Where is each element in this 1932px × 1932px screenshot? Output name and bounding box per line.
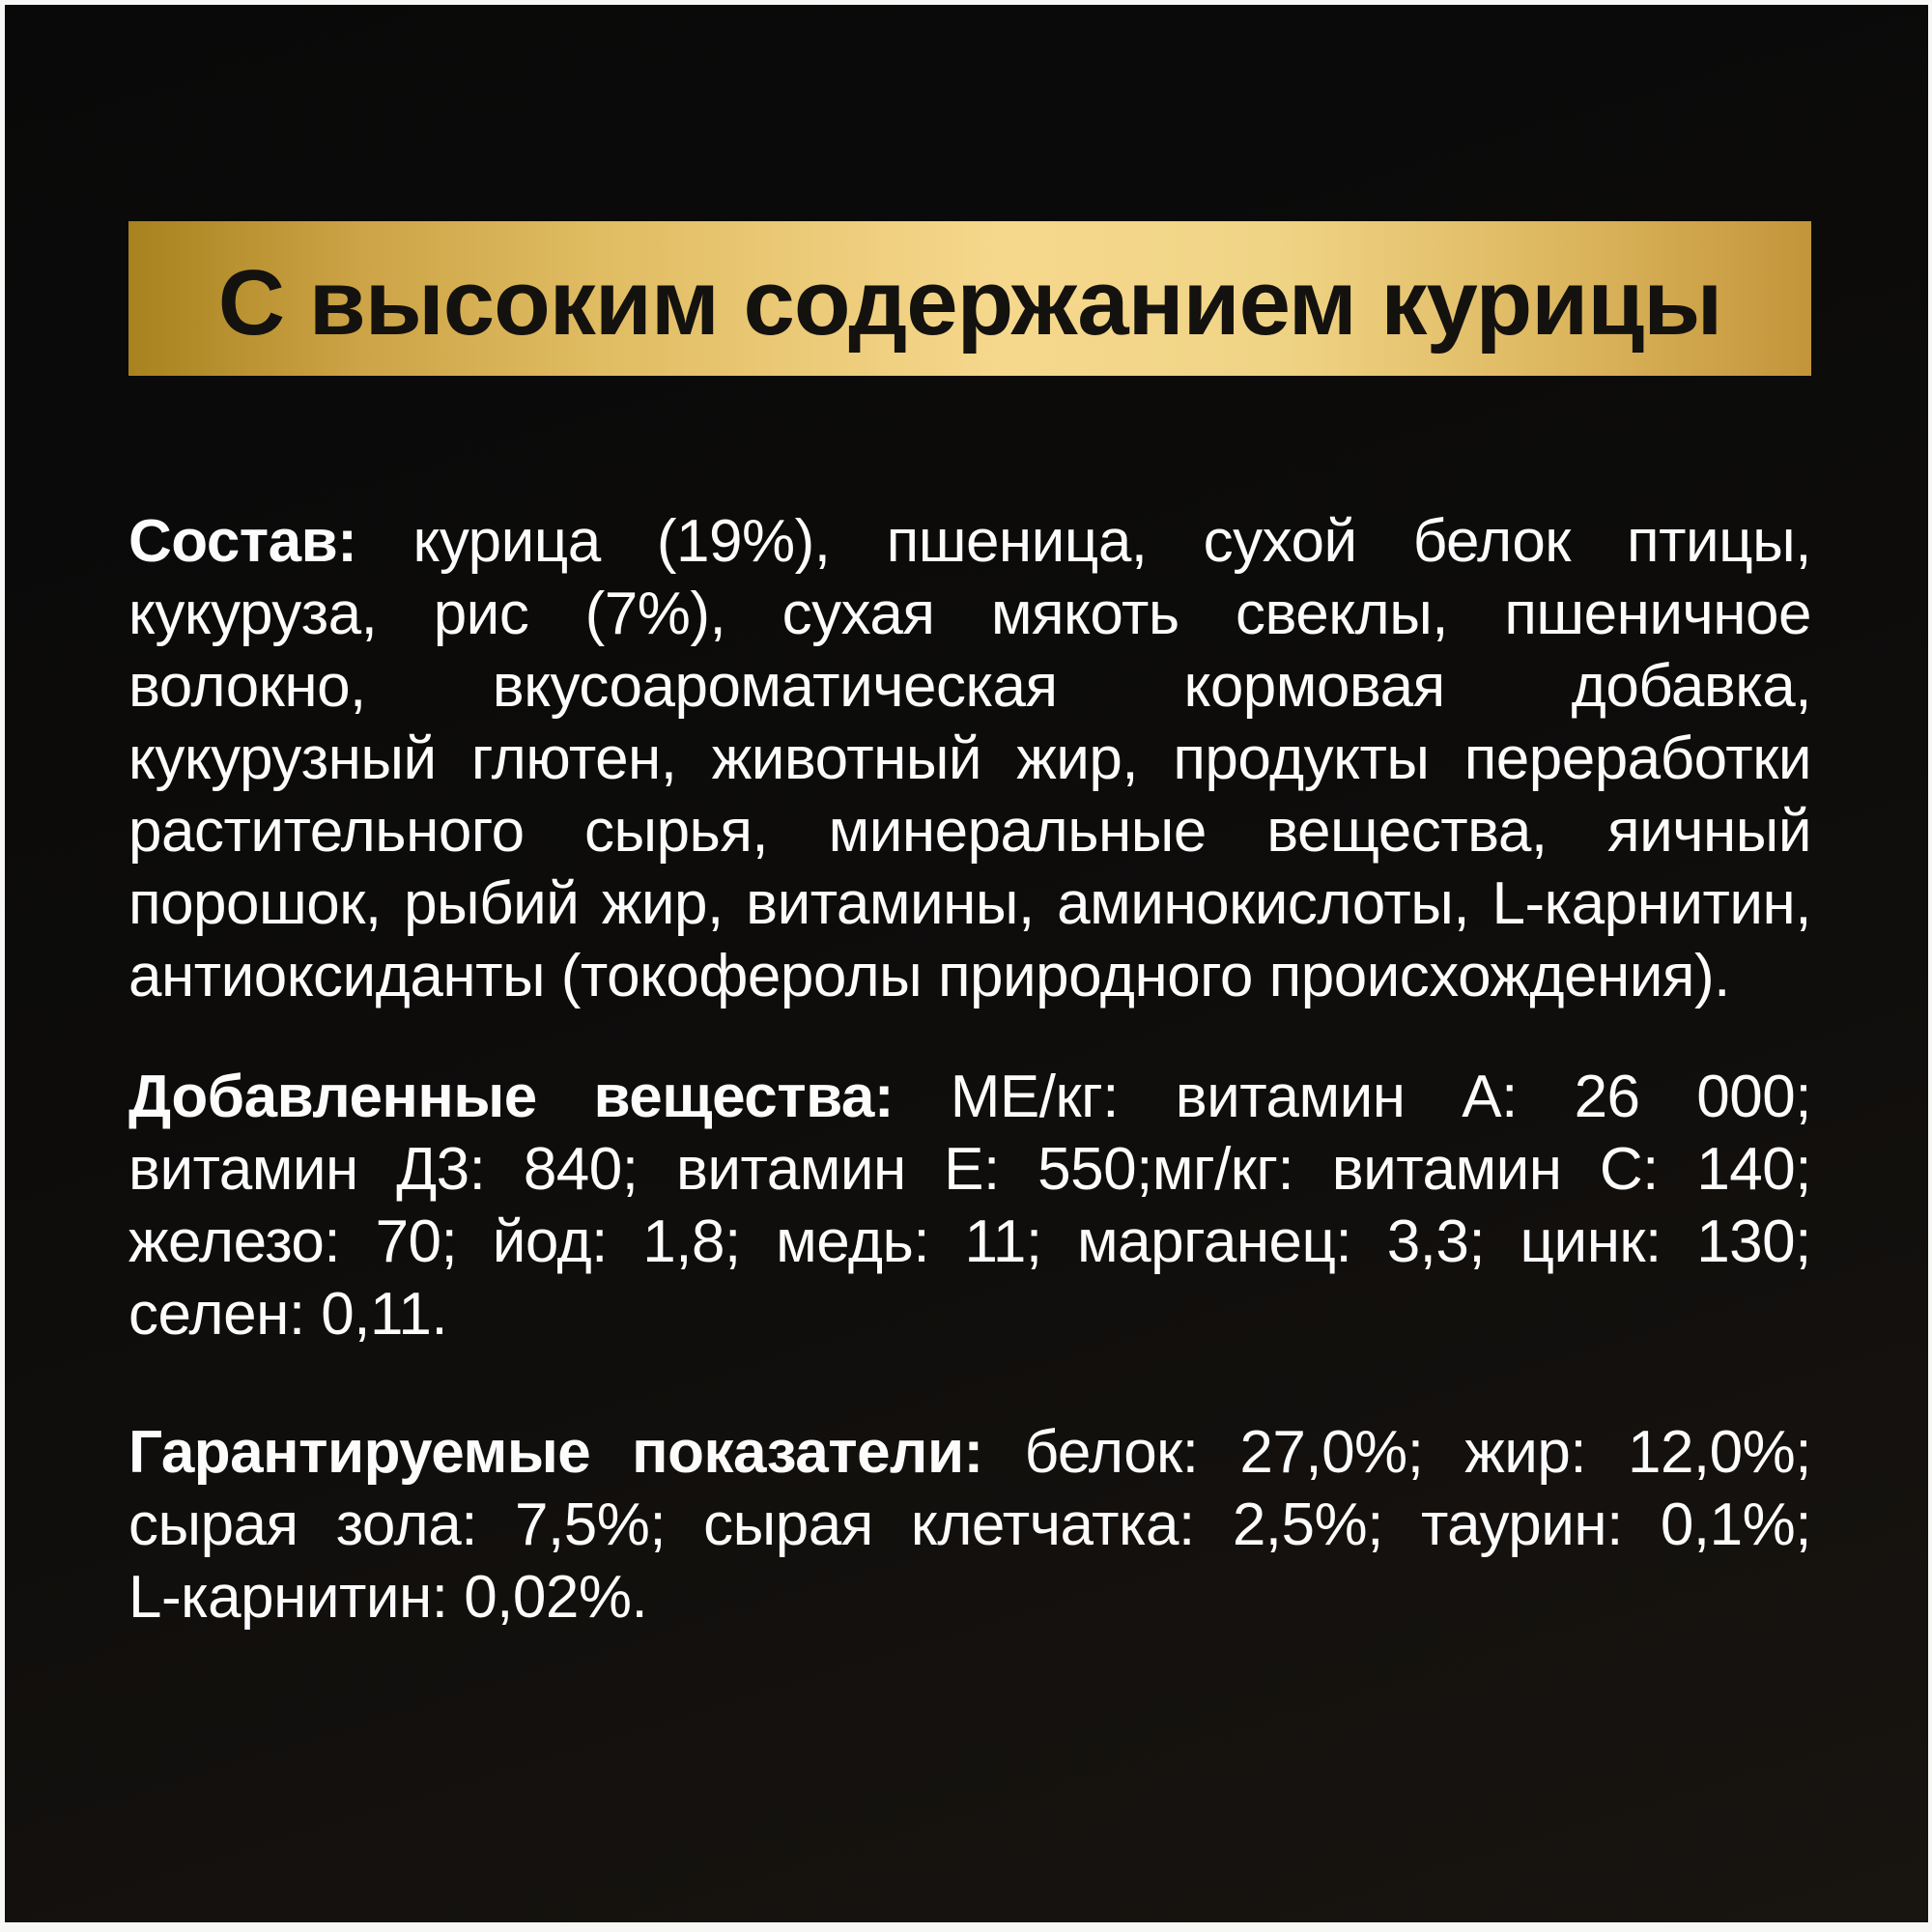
text-line: [128, 1416, 1811, 1489]
word: курица: [412, 508, 601, 575]
word: 12,0%;: [1627, 1419, 1811, 1486]
word: МЕ/кг:: [950, 1064, 1119, 1130]
word: витамин: [1175, 1064, 1406, 1130]
paragraph-lead: показатели:: [632, 1419, 983, 1486]
text-line: [128, 795, 1811, 867]
word: свеклы,: [1235, 581, 1448, 647]
paragraph-additives: [128, 1061, 1811, 1350]
word: 0,11.: [321, 1281, 448, 1348]
word: белок: [1412, 508, 1571, 575]
word: яичный: [1607, 798, 1811, 865]
word: 140;: [1696, 1136, 1811, 1203]
word: витамин: [1331, 1136, 1562, 1203]
word: сырья,: [584, 798, 769, 865]
word: порошок,: [128, 870, 382, 937]
word: растительного: [128, 798, 525, 865]
word: антиоксиданты: [128, 943, 546, 1009]
label-text-content: [128, 505, 1811, 1634]
word: сырая: [703, 1492, 873, 1558]
word: клетчатка:: [910, 1492, 1195, 1558]
word: 0,1%;: [1660, 1492, 1811, 1558]
word: аминокислоты,: [1057, 870, 1470, 937]
word: L-карнитин,: [1492, 870, 1811, 937]
word: продукты: [1173, 725, 1430, 792]
word: вкусоароматическая: [492, 653, 1058, 720]
word: сырая: [128, 1492, 298, 1558]
word: мякоть: [990, 581, 1179, 647]
text-line: [128, 940, 1811, 1012]
word: 840;: [523, 1136, 639, 1203]
word: природного: [937, 943, 1253, 1009]
word: цинк:: [1520, 1208, 1662, 1275]
word: 130;: [1696, 1208, 1811, 1275]
word: 0,02%.: [464, 1564, 648, 1631]
word: (19%),: [656, 508, 831, 575]
word: 3,3;: [1386, 1208, 1486, 1275]
text-line: [128, 1489, 1811, 1561]
text-line: [128, 650, 1811, 723]
word: сухой: [1203, 508, 1357, 575]
word: пшеничное: [1504, 581, 1811, 647]
word: волокно,: [128, 653, 366, 720]
word: марганец:: [1077, 1208, 1352, 1275]
word: L-карнитин:: [128, 1564, 448, 1631]
word: кукуруза,: [128, 581, 378, 647]
text-line: [128, 867, 1811, 940]
word: вещества,: [1266, 798, 1548, 865]
word: пшеница,: [886, 508, 1148, 575]
text-line: [128, 505, 1811, 578]
word: сухая: [781, 581, 935, 647]
word: 7,5%;: [515, 1492, 667, 1558]
word: 26: [1574, 1064, 1640, 1130]
word: глютен,: [470, 725, 677, 792]
text-line: [128, 1278, 1811, 1350]
word: переработки: [1463, 725, 1811, 792]
word: зола:: [335, 1492, 477, 1558]
word: 550;мг/кг:: [1037, 1136, 1294, 1203]
text-line: [128, 578, 1811, 650]
word: белок:: [1024, 1419, 1199, 1486]
word: 1,8;: [642, 1208, 741, 1275]
text-line: [128, 1133, 1811, 1206]
word: жир:: [1464, 1419, 1587, 1486]
word: жир,: [1016, 725, 1139, 792]
word: минеральные: [828, 798, 1207, 865]
paragraph-guaranteed: [128, 1416, 1811, 1634]
word: рис: [433, 581, 529, 647]
word: (токоферолы: [560, 943, 923, 1009]
word: витамин: [128, 1136, 358, 1203]
word: 11;: [964, 1208, 1042, 1275]
word: таурин:: [1420, 1492, 1623, 1558]
word: железо:: [128, 1208, 341, 1275]
word: витамины,: [746, 870, 1035, 937]
text-line: [128, 723, 1811, 795]
word: 70;: [375, 1208, 458, 1275]
word: 2,5%;: [1232, 1492, 1383, 1558]
gold-banner: [128, 221, 1811, 376]
banner-title: С высоким содержанием курицы: [217, 251, 1722, 355]
label-background: [5, 5, 1928, 1922]
word: кормовая: [1183, 653, 1445, 720]
word: витамин: [675, 1136, 906, 1203]
word: селен:: [128, 1281, 305, 1348]
word: Д3:: [396, 1136, 486, 1203]
word: кукурузный: [128, 725, 437, 792]
paragraph-composition: [128, 505, 1811, 1012]
text-line: [128, 1206, 1811, 1278]
word: жир,: [601, 870, 724, 937]
word: 000;: [1696, 1064, 1811, 1130]
word: рыбий: [404, 870, 580, 937]
word: 27,0%;: [1239, 1419, 1424, 1486]
word: Е:: [944, 1136, 1000, 1203]
word: (7%),: [584, 581, 726, 647]
word: птицы,: [1627, 508, 1811, 575]
word: С:: [1599, 1136, 1659, 1203]
word: А:: [1462, 1064, 1518, 1130]
word: животный: [711, 725, 982, 792]
paragraph-lead: Гарантируемые: [128, 1419, 591, 1486]
paragraph-lead: Состав:: [128, 508, 357, 575]
text-line: [128, 1561, 1811, 1634]
paragraph-lead: Добавленные: [128, 1064, 537, 1130]
word: происхождения).: [1268, 943, 1730, 1009]
paragraph-lead: вещества:: [593, 1064, 895, 1130]
text-line: [128, 1061, 1811, 1133]
word: йод:: [492, 1208, 608, 1275]
word: медь:: [776, 1208, 930, 1275]
word: добавка,: [1571, 653, 1811, 720]
